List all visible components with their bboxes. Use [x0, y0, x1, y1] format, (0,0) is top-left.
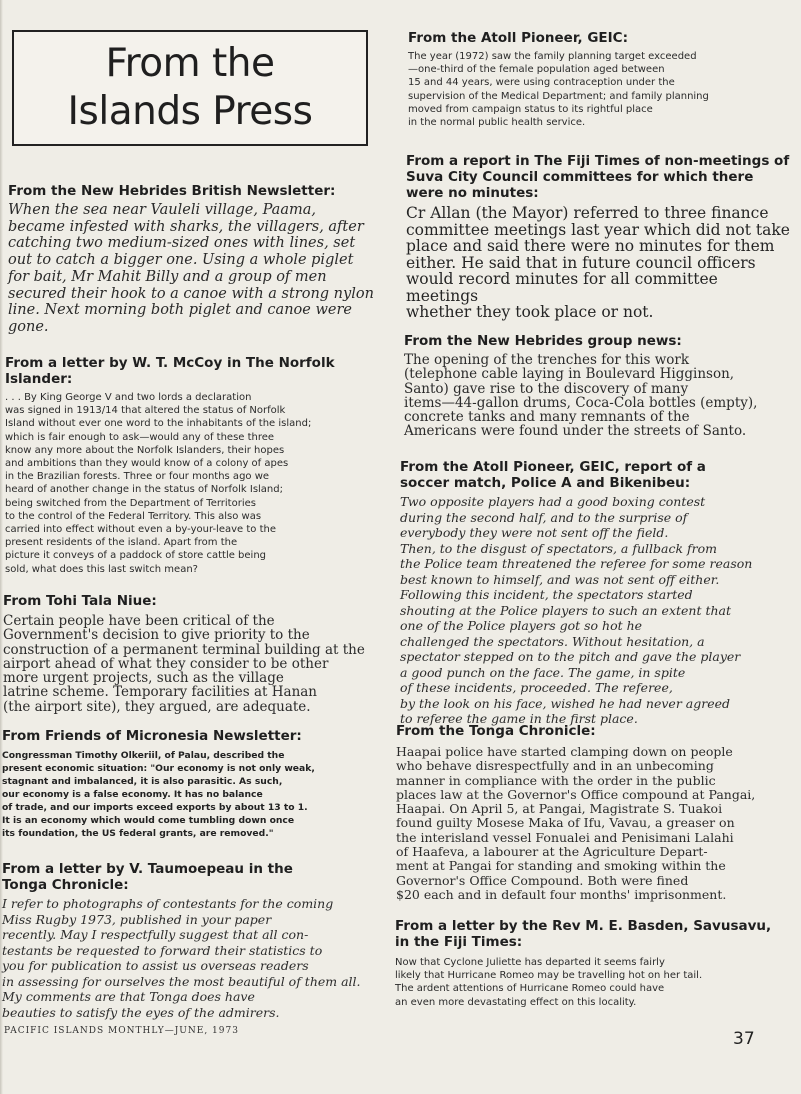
article-body: Cr Allan (the Mayor) referred to three finance committee meetings last year which did not take place and said there were no minutes for them either. He said that in future council officers would record minutes for all committee meetings whether they took place or not.: [406, 204, 790, 321]
article-body: The year (1972) saw the family planning target exceeded —one-third of the female population aged between 15 and 44 years, were using contraception under the supervision of the Medical Department; and family planning moved from campaign status to its rightful place in the normal public health service.: [408, 51, 709, 129]
article-tonga-chronicle-police: [396, 723, 794, 902]
page-footer: PACIFIC ISLANDS MONTHLY—JUNE, 1973: [4, 1026, 239, 1036]
article-heading: From the Atoll Pioneer, GEIC, report of a soccer match, Police A and Bikenibeu:: [400, 459, 706, 491]
article-tonga-chronicle-letter: [2, 861, 374, 1020]
article-fiji-times-suva-council: [406, 153, 794, 321]
article-heading: From a letter by the Rev M. E. Basden, Savusavu, in the Fiji Times:: [395, 918, 772, 950]
article-heading: From the Tonga Chronicle:: [396, 723, 596, 739]
article-heading: From a report in The Fiji Times of non-meetings of Suva City Council committees for which there were no minutes:: [406, 153, 790, 201]
article-body: . . . By King George V and two lords a declaration was signed in 1913/14 that altered the status of Norfolk Island without ever one word to the inhabitants of the island; which is fair enough to ask—would any of these three know any more about the Norfolk Islanders, their hopes and ambitions than they would know of a colony of apes in the Brazilian forests. Three or four months ago we heard of another change in the status of Norfolk Island; being switched from the Department of Territories to the control of the Federal Territory. This also was carried into effect without even a by-your-leave to the present residents of the island. Apart from the picture it conveys of a paddock of store cattle being sold, what does this last switch mean?: [5, 392, 312, 575]
article-body: Certain people have been critical of the Government's decision to give priority to the construction of a permanent terminal building at the airport ahead of what they consider to be other more urgent projects, such as the village latrine scheme. Temporary facilities at Hanan (the airport site), they argued, are adequate.: [3, 613, 365, 715]
article-tohi-tala-niue: [3, 593, 373, 714]
article-heading: From the New Hebrides group news:: [404, 333, 682, 349]
article-atoll-pioneer-soccer-match: [400, 459, 794, 727]
article-body: When the sea near Vauleli village, Paama, became infested with sharks, the villagers, after catching two medium-sized ones with lines, set out to catch a bigger one. Using a whole piglet for bait, Mr Mahit Billy and a group of men secured their hook to a canoe with a strong nylon line. Next morning both piglet and canoe were gone.: [8, 202, 374, 335]
article-heading: From a letter by W. T. McCoy in The Norfolk Islander:: [5, 355, 335, 387]
title-box: [12, 30, 368, 146]
article-body: I refer to photographs of contestants for the coming Miss Rugby 1973, published in your paper recently. May I respectfully suggest that all con- testants be requested to forward their statistics to you for publication to assist us overseas readers in assessing for ourselves the most beautiful of them all. My comments are that Tonga does have beauties to satisfy the eyes of the admirers.: [2, 896, 361, 1020]
article-new-hebrides-group-news: [404, 333, 794, 439]
article-heading: From a letter by V. Taumoepeau in the Tonga Chronicle:: [2, 861, 293, 893]
article-body: The opening of the trenches for this work (telephone cable laying in Boulevard Higginson, Santo) gave rise to the discovery of many items—44-gallon drums, Coca-Cola bottles (empty), concrete tanks and many remnants of the Americans were found under the streets of Santo.: [404, 352, 758, 440]
article-new-hebrides-newsletter: [8, 183, 374, 336]
article-body: Two opposite players had a good boxing contest during the second half, and to the surprise of everybody they were not sent off the field. Then, to the disgust of spectators, a fullback from the Police team threatened the referee for some reason best known to himself, and was not sent off either. Following this incident, the spectators started shouting at the Police players to such an extent that one of the Police players got so hot he challenged the spectators. Without hesitation, a spectator stepped on to the pitch and gave the player a good punch on the face. The game, in spite of these incidents, proceeded. The referee, by the look on his face, wished he had never agreed to referee the game in the first place.: [400, 494, 753, 726]
article-heading: From Friends of Micronesia Newsletter:: [2, 728, 302, 744]
article-fiji-times-basden-letter: [395, 918, 794, 1009]
article-heading: From the Atoll Pioneer, GEIC:: [408, 30, 628, 46]
article-body: Congressman Timothy Olkeriil, of Palau, described the present economic situation: "Our economy is not only weak, stagnant and imbalanced, it is also parasitic. As such, our economy is a false economy. It has no balance of trade, and our imports exceed exports by about 13 to 1. It is an economy which would come tumbling down once its foundation, the US federal grants, are removed.": [2, 750, 315, 839]
title-line-2: Islands Press: [67, 89, 313, 134]
article-heading: From the New Hebrides British Newsletter:: [8, 183, 336, 199]
page-number: 37: [733, 1029, 755, 1049]
title-line-1: From the: [105, 41, 275, 86]
article-micronesia-newsletter: [2, 728, 374, 840]
article-body: Now that Cyclone Juliette has departed it seems fairly likely that Hurricane Romeo may be travelling hot on her tail. The ardent attentions of Hurricane Romeo could have an even more devastating effect on this locality.: [395, 957, 703, 1008]
article-atoll-pioneer-family-planning: [408, 30, 793, 129]
article-norfolk-islander-letter: [5, 355, 375, 576]
article-body: Haapai police have started clamping down on people who behave disrespectfully and in an unbecoming manner in compliance with the order in the public places law at the Governor's Office compound at Pangai, Haapai. On April 5, at Pangai, Magistrate S. Tuakoi found guilty Mosese Maka of Ifu, Vavau, a greaser on the interisland vessel Fonualei and Penisimani Lalahi of Haafeva, a labourer at the Agriculture Depart- ment at Pangai for standing and smoking within the Governor's Office Compound. Both were fined $20 each and in default four months' imprisonment.: [396, 744, 756, 902]
article-heading: From Tohi Tala Niue:: [3, 593, 157, 609]
